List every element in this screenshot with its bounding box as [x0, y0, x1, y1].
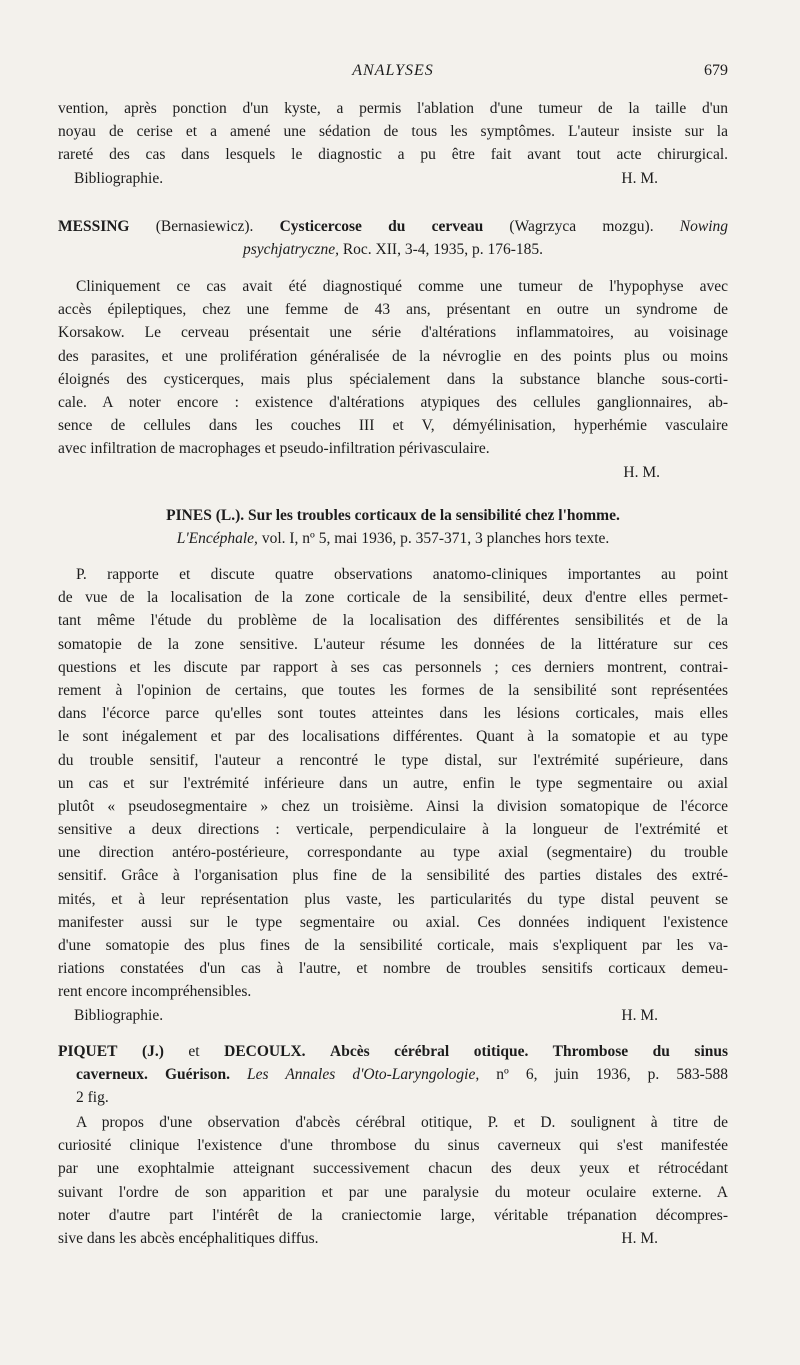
text-line: rent encore incompréhensibles.: [58, 983, 252, 1001]
text-line: vention, après ponction d'un kyste, a permis l'ablation d'une tumeur de la taille d'un: [58, 100, 728, 117]
review-heading: [58, 1040, 728, 1063]
continuation-text: [58, 97, 728, 190]
text-line: sensitive a deux directions : verticale, perpendiculaire à la longueur de l'extrémité et: [58, 821, 728, 839]
author-signature: H. M.: [621, 169, 658, 187]
review-title: Abcès cérébral otitique. Thrombose du sinus: [330, 1043, 729, 1060]
text-line: un cas et sur l'extrémité inférieure dans un autre, enfin le type segmentaire ou axial: [58, 774, 728, 792]
text-line: d'une somatopie des plus fines de la sensibilité corticale, mais s'expliquent par les va-: [58, 937, 728, 954]
conjunction: et: [188, 1043, 200, 1060]
reference-details: Roc. XII, 3-4, 1935, p. 176-185.: [342, 241, 544, 259]
text-line: le sont inégalement et par des localisations différentes. Quant à la somatopie et au type: [58, 728, 728, 746]
text-line: avec infiltration de macrophages et pseudo-infiltration périvasculaire.: [58, 440, 490, 458]
text-line: tant même l'étude du problème de la localisation des différentes sensibilités et de la: [58, 612, 728, 630]
text-line: riations constatées d'un cas à l'autre, et nombre de troubles sensitifs corticaux demeu-: [58, 960, 728, 978]
reference-figures: 2 fig.: [76, 1089, 109, 1107]
author-signature: H. M.: [621, 1006, 658, 1024]
author-name: PIQUET: [58, 1043, 118, 1060]
text-line: rareté des cas dans lesquels le diagnostic a pu être fait avant tout acte chirurgical.: [58, 146, 728, 164]
review-heading: [58, 504, 728, 527]
text-line: cale. A noter encore : existence d'altérations atypiques des cellules ganglionnaires, ab-: [58, 393, 728, 411]
text-line: éloignés des cysticerques, mais plus spécialement dans la substance blanche sous-corti-: [58, 370, 728, 388]
text-line: curiosité clinique l'existence d'une thrombose du sinus caverneux qui s'est manifestée: [58, 1137, 728, 1155]
reference-details: nº 6, juin 1936, p. 583-588: [496, 1066, 729, 1084]
text-line: de vue de la localisation de la zone corticale de la sensibilité, deux d'entre elles permet-: [58, 589, 728, 607]
author-name: PINES: [166, 507, 212, 524]
text-line: des parasites, et une prolifération généralisée de la névroglie en des points plus ou moins: [58, 347, 728, 365]
review-title: Cysticercose du cerveau: [279, 218, 484, 235]
text-line: suivant l'ordre de son apparition et par une paralysie du moteur oculaire externe. A: [58, 1183, 728, 1201]
text-line: manifester aussi sur le type segmentaire ou axial. Ces données indiquent l'existence: [58, 913, 728, 931]
bibliography-label: Bibliographie.: [74, 1006, 164, 1024]
review-reference: [58, 1063, 728, 1086]
text-line: une direction antéro-postérieure, correspondante au type axial (segmentaire) du trouble: [58, 844, 728, 862]
review-reference: [58, 238, 728, 261]
review-reference: [58, 527, 728, 550]
review-messing-body: [58, 275, 728, 484]
text-line: noyau de cerise et a amené une sédation de tous les symptômes. L'auteur insiste sur la: [58, 123, 728, 141]
review-title: caverneux. Guérison.: [76, 1066, 230, 1084]
bibliography-line: [58, 167, 728, 190]
review-pines-body: [58, 563, 728, 1027]
text-line: mités, et à leur représentation plus vaste, les particularités du type distal peuvent se: [58, 890, 728, 908]
text-line: rement à l'opinion de certains, que toutes les formes de la sensibilité sont représentées: [58, 681, 728, 699]
review-piquet: [58, 1040, 728, 1110]
text-line: plutôt « pseudosegmentaire » chez un troisième. Ainsi la division somatopique de l'écorce: [58, 797, 728, 815]
review-piquet-body: [58, 1111, 728, 1250]
text-line: P. rapporte et discute quatre observations anatomo-cliniques importantes au point: [76, 566, 728, 583]
running-title: ANALYSES: [352, 62, 434, 79]
journal-name: Les Annales d'Oto-Laryngologie,: [247, 1066, 480, 1084]
text-line: somatopie de la zone sensitive. L'auteur résume les données de la littérature sur ces: [58, 635, 728, 653]
author-signature: H. M.: [623, 463, 660, 481]
text-line: questions et les discute par rapport à ses cas personnels ; ces derniers montrent, contrai-: [58, 658, 728, 676]
text-line: du trouble sensitif, l'auteur a rencontré le type distal, sur l'extrémité supérieure, dans: [58, 751, 728, 769]
final-line: [58, 1227, 728, 1250]
text-line: sensitif. Grâce à l'organisation plus fine de la sensibilité des parties distales des extré-: [58, 867, 728, 885]
original-title: (Wagrzyca mozgu).: [509, 218, 654, 235]
text-line: Korsakow. Le cerveau présentait une série d'altérations inflammatoires, au voisinage: [58, 324, 728, 342]
review-pines: [58, 504, 728, 550]
page-header: [58, 62, 728, 86]
text-line: sive dans les abcès encéphalitiques diffus.: [58, 1229, 319, 1247]
author-initial: (L.).: [215, 507, 245, 524]
author-initial: (J.): [141, 1043, 164, 1060]
journal-name: psychjatryczne,: [242, 241, 339, 259]
coauthor-name: (Bernasiewicz).: [155, 218, 254, 235]
text-line: noter d'autre part l'intérêt de la craniectomie large, véritable trépanation décompres-: [58, 1206, 728, 1224]
author-signature: H. M.: [621, 1229, 658, 1247]
text-line: sence de cellules dans les couches III et V, démyélinisation, hyperhémie vasculaire: [58, 417, 728, 435]
text-line: Cliniquement ce cas avait été diagnostiqué comme une tumeur de l'hypophyse avec: [76, 278, 728, 295]
page-number: 679: [704, 62, 728, 79]
review-title: Sur les troubles corticaux de la sensibilité chez l'homme.: [247, 507, 620, 524]
author-name: DECOULX.: [224, 1043, 306, 1060]
author-name: MESSING: [58, 218, 130, 235]
review-messing: [58, 215, 728, 261]
text-line: dans l'écorce parce qu'elles sont toutes atteintes dans les lésions corticales, mais elles: [58, 705, 728, 723]
bibliography-label: Bibliographie.: [74, 169, 164, 187]
bibliography-line: [58, 1004, 728, 1027]
review-heading: [58, 215, 728, 238]
reference-details: vol. I, nº 5, mai 1936, p. 357-371, 3 planches hors texte.: [261, 530, 610, 548]
journal-name: L'Encéphale,: [176, 530, 258, 548]
text-line: accès épileptiques, chez une femme de 43 ans, présentant en outre un syndrome de: [58, 301, 728, 319]
text-line: par une exophtalmie atteignant successivement chacun des deux yeux et rétrocédant: [58, 1160, 728, 1178]
journal-name: Nowing: [679, 218, 729, 235]
text-line: A propos d'une observation d'abcès cérébral otitique, P. et D. soulignent à titre de: [76, 1114, 728, 1131]
